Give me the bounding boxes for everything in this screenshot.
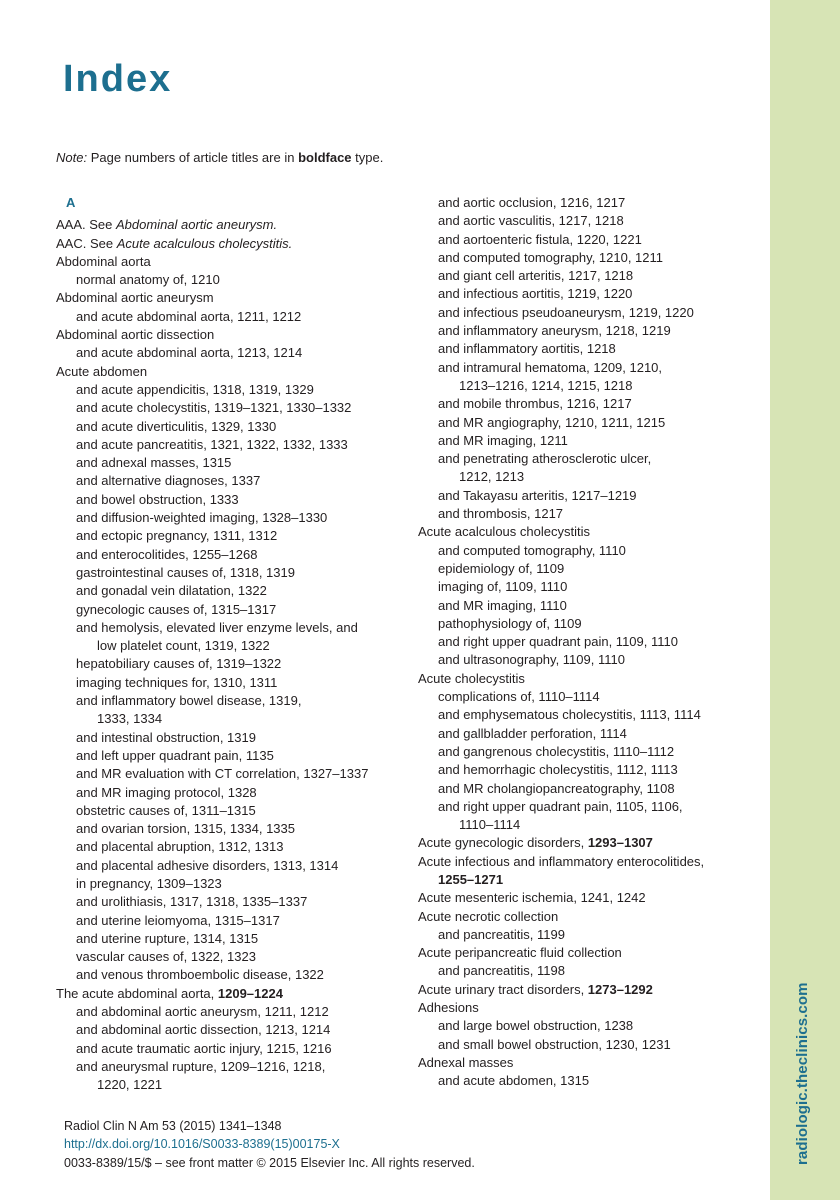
index-sub-entry: 1212, 1213	[459, 469, 525, 485]
index-sub-entry: and inflammatory bowel disease, 1319,	[76, 693, 302, 709]
index-sub-entry: pathophysiology of, 1109	[438, 615, 582, 631]
index-sub-entry: gastrointestinal causes of, 1318, 1319	[76, 564, 295, 580]
index-sub-entry: epidemiology of, 1109	[438, 560, 565, 576]
index-sub-entry: 1333, 1334	[97, 711, 163, 727]
index-sub-entry: and hemorrhagic cholecystitis, 1112, 1113	[438, 762, 678, 778]
index-sub-entry: and left upper quadrant pain, 1135	[76, 747, 274, 763]
article-page-range: 1293–1307	[587, 835, 653, 851]
index-main-entry	[56, 216, 401, 234]
index-sub-entry: and ovarian torsion, 1315, 1334, 1335	[76, 821, 296, 837]
index-sub-entry: and urolithiasis, 1317, 1318, 1335–1337	[76, 894, 308, 910]
page-footer	[64, 1117, 475, 1172]
index-sub-entry: and uterine leiomyoma, 1315–1317	[76, 912, 280, 928]
index-sub-entry: imaging of, 1109, 1110	[438, 579, 568, 595]
index-main-entry: Acute acalculous cholecystitis	[418, 524, 590, 540]
index-sub-entry: and acute diverticulitis, 1329, 1330	[76, 418, 277, 434]
index-sub-entry: 1110–1114	[459, 817, 521, 833]
index-sub-entry: and aneurysmal rupture, 1209–1216, 1218,	[76, 1058, 326, 1074]
footer-copyright: 0033-8389/15/$ – see front matter © 2015 Elsevier Inc. All rights reserved.	[64, 1155, 475, 1170]
index-sub-entry: imaging techniques for, 1310, 1311	[76, 674, 278, 690]
index-sub-entry: and acute abdominal aorta, 1213, 1214	[76, 345, 303, 361]
entry-prefix: AAA. See	[56, 217, 116, 233]
index-main-entry	[418, 981, 763, 999]
index-sub-entry: and acute traumatic aortic injury, 1215, 1216	[76, 1040, 332, 1056]
index-main-entry	[418, 834, 763, 852]
index-sub-entry: and acute abdomen, 1315	[438, 1073, 590, 1089]
index-sub-entry: in pregnancy, 1309–1323	[76, 875, 222, 891]
cross-reference: Abdominal aortic aneurysm.	[115, 217, 278, 233]
index-sub-entry: 1213–1216, 1214, 1215, 1218	[459, 377, 633, 393]
index-sub-entry: and adnexal masses, 1315	[76, 455, 232, 471]
index-sub-entry: and right upper quadrant pain, 1105, 1106,	[438, 798, 683, 814]
index-sub-entry: and acute cholecystitis, 1319–1321, 1330–1332	[76, 400, 352, 416]
index-sub-entry: and inflammatory aneurysm, 1218, 1219	[438, 323, 671, 339]
index-sub-entry	[418, 871, 763, 889]
footer-citation: Radiol Clin N Am 53 (2015) 1341–1348	[64, 1119, 282, 1133]
index-sub-entry: and aortic occlusion, 1216, 1217	[438, 195, 626, 210]
cross-reference: Acute acalculous cholecystitis.	[116, 235, 293, 251]
index-sub-entry: and computed tomography, 1110	[438, 542, 626, 558]
entry-prefix: The acute abdominal aorta,	[56, 985, 218, 1001]
index-sub-entry: and MR angiography, 1210, 1211, 1215	[438, 414, 666, 430]
index-sub-entry: and large bowel obstruction, 1238	[438, 1018, 634, 1034]
index-sub-entry: and giant cell arteritis, 1217, 1218	[438, 268, 634, 284]
index-sub-entry: low platelet count, 1319, 1322	[97, 638, 270, 654]
article-page-range: 1209–1224	[217, 985, 283, 1001]
entry-prefix: Acute gynecologic disorders,	[418, 835, 588, 851]
index-sub-entry: and emphysematous cholecystitis, 1113, 1114	[438, 707, 701, 723]
index-sub-entry: 1220, 1221	[97, 1077, 163, 1093]
footer-doi-link[interactable]: http://dx.doi.org/10.1016/S0033-8389(15)00175-X	[64, 1137, 340, 1152]
index-sub-entry: and diffusion-weighted imaging, 1328–1330	[76, 510, 328, 526]
index-sub-entry: and ectopic pregnancy, 1311, 1312	[76, 528, 278, 544]
entry-prefix: Acute urinary tract disorders,	[418, 981, 588, 997]
index-sub-entry: and gallbladder perforation, 1114	[438, 725, 627, 741]
page-title: Index	[63, 58, 173, 100]
index-sub-entry: and abdominal aortic dissection, 1213, 1214	[76, 1022, 331, 1038]
note-text-before: Page numbers of article titles are in	[87, 150, 299, 165]
index-sub-entry: and computed tomography, 1210, 1211	[438, 249, 664, 265]
index-sub-entry: and mobile thrombus, 1216, 1217	[438, 396, 632, 412]
index-main-entry: Acute mesenteric ischemia, 1241, 1242	[418, 890, 646, 906]
note-label: Note:	[56, 150, 88, 165]
index-main-entry: Acute infectious and inflammatory enterocolitides,	[418, 853, 705, 869]
index-sub-entry: hepatobiliary causes of, 1319–1322	[76, 656, 282, 672]
section-letter: A	[66, 195, 76, 210]
index-sub-entry: and penetrating atherosclerotic ulcer,	[438, 451, 652, 467]
index-main-entry	[56, 985, 401, 1003]
article-page-range: 1255–1271	[438, 871, 504, 887]
index-sub-entry: and Takayasu arteritis, 1217–1219	[438, 487, 637, 503]
index-sub-entry: and bowel obstruction, 1333	[76, 491, 239, 507]
index-sub-entry: and uterine rupture, 1314, 1315	[76, 930, 259, 946]
index-main-entry: Acute necrotic collection	[418, 908, 559, 924]
note-bold-word: boldface	[298, 150, 352, 165]
index-sub-entry: vascular causes of, 1322, 1323	[76, 949, 256, 965]
index-sub-entry: and aortic vasculitis, 1217, 1218	[438, 213, 624, 229]
index-main-entry: Abdominal aorta	[56, 253, 151, 269]
index-column-right	[418, 194, 763, 1091]
index-sub-entry: and acute appendicitis, 1318, 1319, 1329	[76, 381, 314, 397]
index-sub-entry: and alternative diagnoses, 1337	[76, 473, 261, 489]
index-sub-entry: and right upper quadrant pain, 1109, 1110	[438, 634, 678, 650]
index-sub-entry: and MR imaging protocol, 1328	[76, 784, 257, 800]
index-sub-entry: and hemolysis, elevated liver enzyme levels, and	[76, 619, 358, 635]
index-sub-entry: and placental adhesive disorders, 1313, 1314	[76, 857, 339, 873]
index-main-entry: Adnexal masses	[418, 1054, 514, 1070]
index-sub-entry: and MR imaging, 1110	[438, 597, 567, 613]
index-sub-entry: and ultrasonography, 1109, 1110	[438, 652, 625, 668]
index-sub-entry: and acute pancreatitis, 1321, 1322, 1332, 1333	[76, 436, 348, 452]
index-sub-entry: and placental abruption, 1312, 1313	[76, 839, 284, 855]
index-column-left	[56, 194, 401, 1095]
index-sub-entry: and thrombosis, 1217	[438, 506, 564, 522]
index-main-entry: Acute peripancreatic fluid collection	[418, 945, 622, 961]
index-sub-entry: and intestinal obstruction, 1319	[76, 729, 256, 745]
index-sub-entry: obstetric causes of, 1311–1315	[76, 802, 256, 818]
index-sub-entry: and venous thromboembolic disease, 1322	[76, 967, 324, 983]
index-sub-entry: and infectious aortitis, 1219, 1220	[438, 286, 633, 302]
index-sub-entry: and MR cholangiopancreatography, 1108	[438, 780, 675, 796]
index-sub-entry: gynecologic causes of, 1315–1317	[76, 601, 277, 617]
index-sub-entry: and enterocolitides, 1255–1268	[76, 546, 258, 562]
index-main-entry: Abdominal aortic aneurysm	[56, 290, 214, 306]
index-sub-entry: and MR evaluation with CT correlation, 1327–1337	[76, 766, 369, 782]
index-sub-entry: and small bowel obstruction, 1230, 1231	[438, 1036, 671, 1052]
index-sub-entry: and pancreatitis, 1199	[438, 926, 565, 942]
boldface-note	[56, 149, 383, 167]
index-main-entry	[56, 235, 401, 253]
journal-website-url[interactable]: radiologic.theclinics.com	[794, 982, 811, 1165]
index-sub-entry: and inflammatory aortitis, 1218	[438, 341, 616, 357]
index-sub-entry: and MR imaging, 1211	[438, 432, 568, 448]
index-sub-entry: and gangrenous cholecystitis, 1110–1112	[438, 743, 675, 759]
index-sub-entry: and intramural hematoma, 1209, 1210,	[438, 359, 663, 375]
index-sub-entry: and abdominal aortic aneurysm, 1211, 1212	[76, 1004, 329, 1020]
note-text-after: type.	[351, 150, 384, 165]
index-main-entry: Adhesions	[418, 1000, 479, 1016]
index-main-entry: Acute cholecystitis	[418, 670, 525, 686]
index-sub-entry: and gonadal vein dilatation, 1322	[76, 583, 267, 599]
index-sub-entry: normal anatomy of, 1210	[76, 272, 220, 288]
index-sub-entry: and pancreatitis, 1198	[438, 963, 565, 979]
index-main-entry: Abdominal aortic dissection	[56, 327, 215, 343]
index-sub-entry: and infectious pseudoaneurysm, 1219, 1220	[438, 304, 694, 320]
entry-prefix: AAC. See	[56, 235, 117, 251]
article-page-range: 1273–1292	[587, 981, 653, 997]
index-sub-entry: and acute abdominal aorta, 1211, 1212	[76, 308, 302, 324]
index-sub-entry: and aortoenteric fistula, 1220, 1221	[438, 231, 642, 247]
index-main-entry: Acute abdomen	[56, 363, 148, 379]
index-sub-entry: complications of, 1110–1114	[438, 689, 600, 705]
